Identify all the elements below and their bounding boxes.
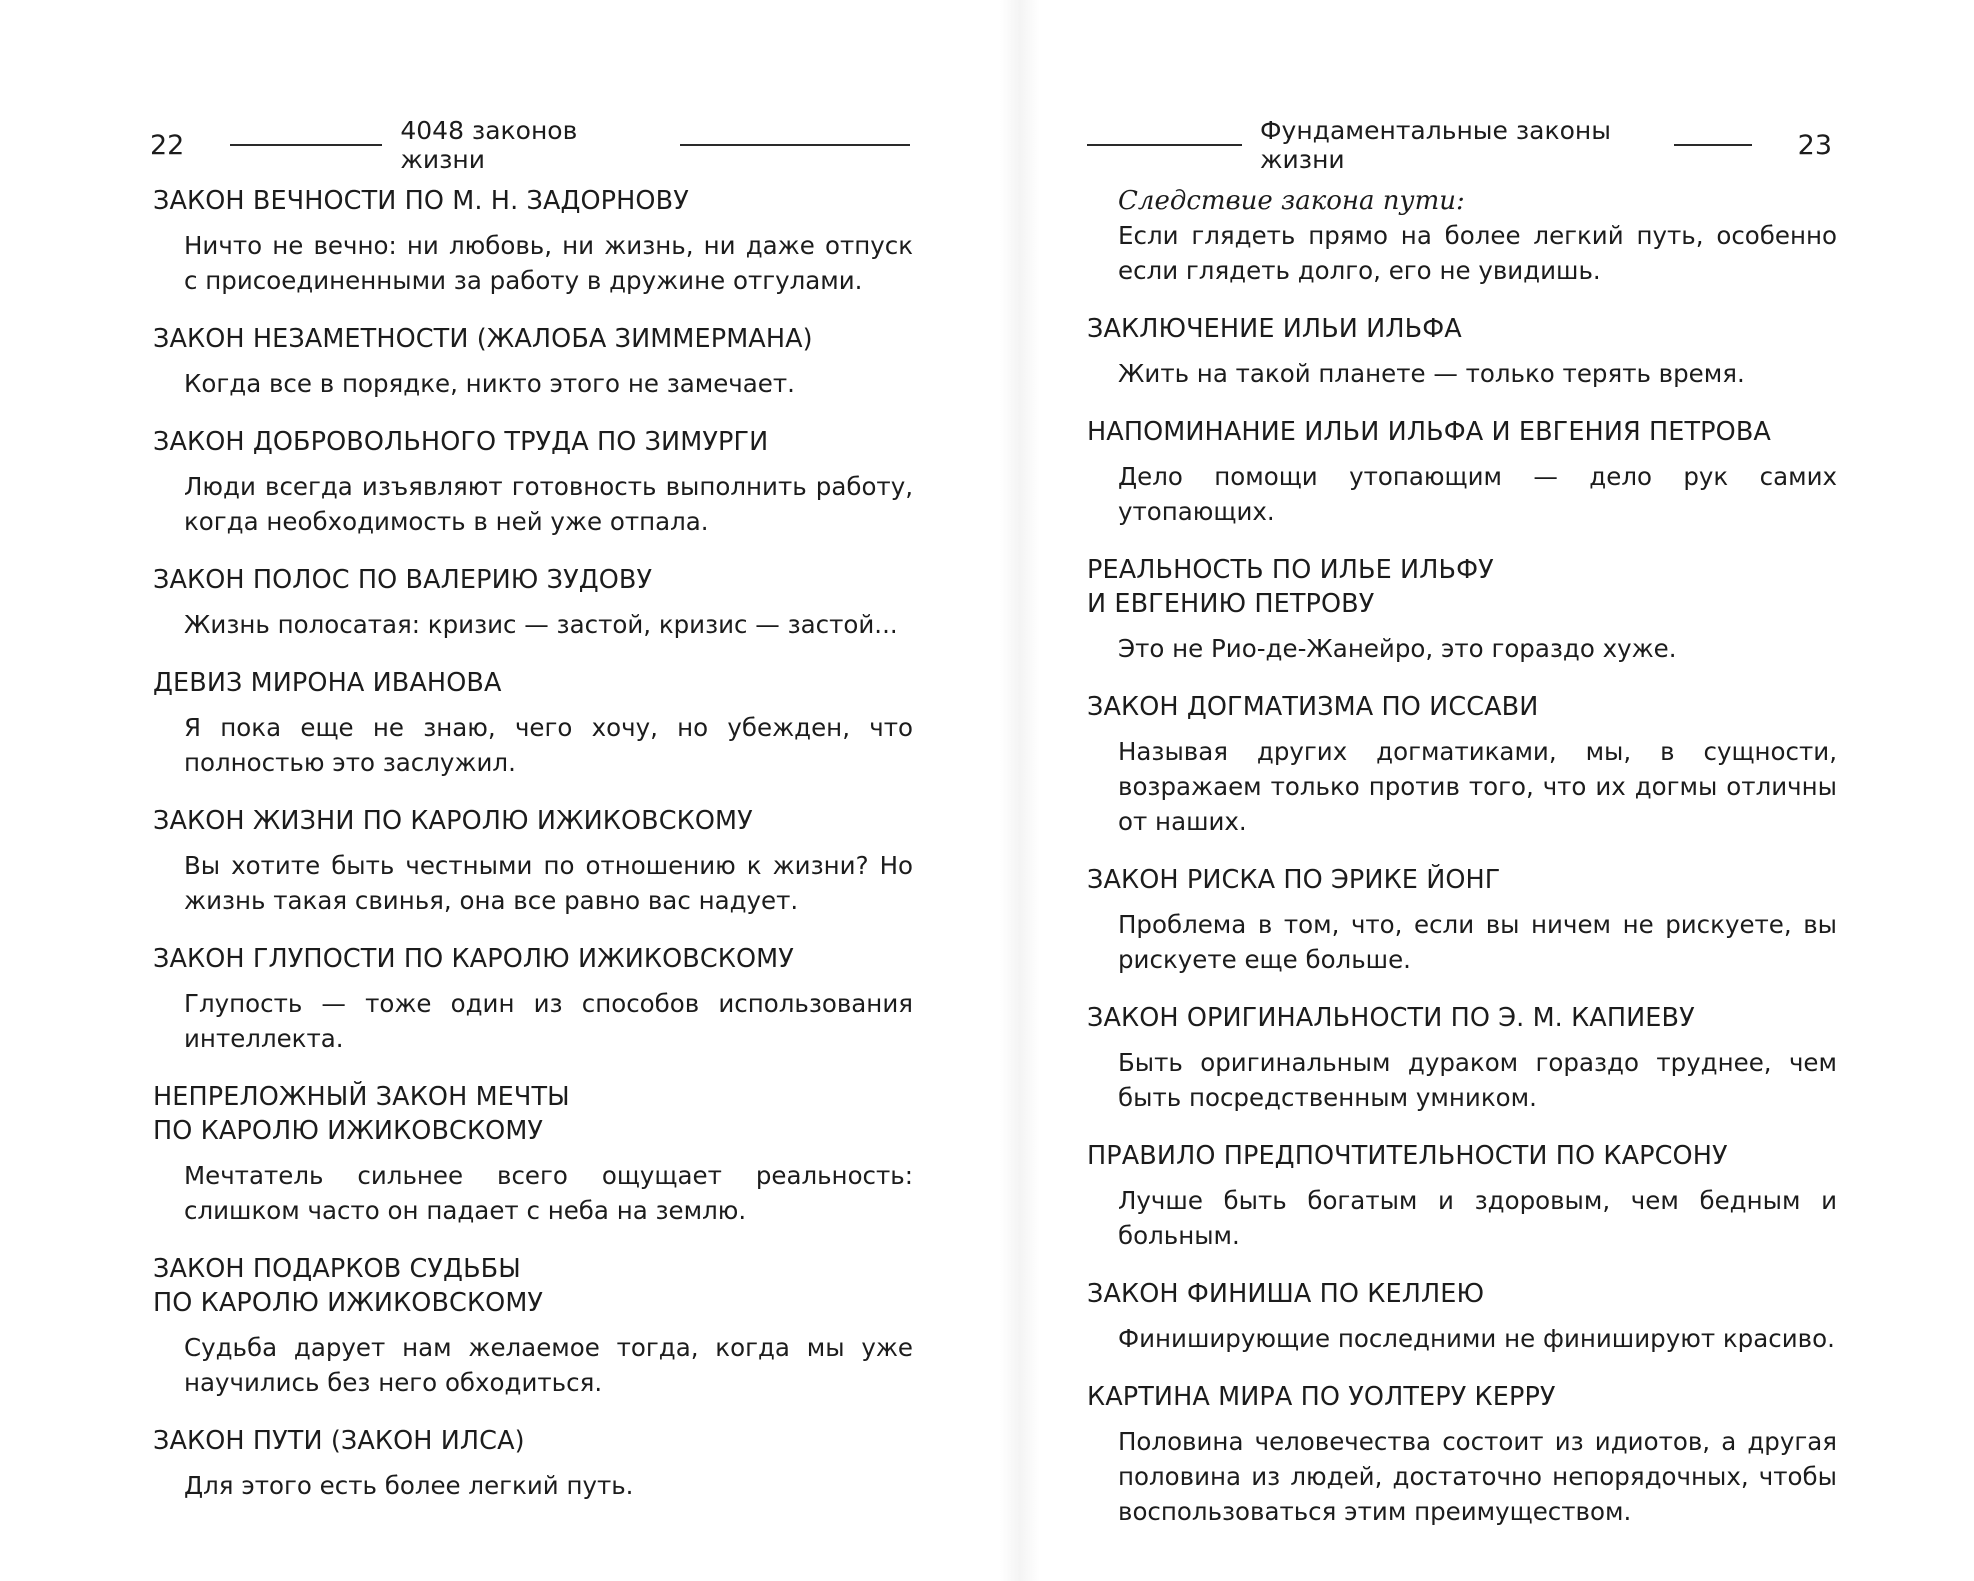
law-text: Люди всегда изъявляют готовность выполнить работу, когда необходимость в ней уже отпала. bbox=[184, 472, 913, 536]
running-title: 4048 законов жизни bbox=[400, 116, 578, 174]
law-title: ПРАВИЛО ПРЕДПОЧТИТЕЛЬНОСТИ ПО КАРСОНУ bbox=[1087, 1141, 1728, 1171]
right-page bbox=[987, 0, 1974, 1581]
law-title: ЗАКОН ГЛУПОСТИ ПО КАРОЛЮ ИЖИКОВСКОМУ bbox=[153, 944, 794, 974]
law-text: Вы хотите быть честными по отношению к жизни? Но жизнь такая свинья, она все равно вас надует. bbox=[184, 851, 913, 915]
law-entry bbox=[1087, 1001, 1837, 1115]
corollary-label: Следствие закона пути: bbox=[1118, 186, 1465, 216]
law-title: ЗАКОН НЕЗАМЕТНОСТИ (ЖАЛОБА ЗИММЕРМАНА) bbox=[153, 324, 813, 354]
law-entry bbox=[153, 804, 913, 918]
left-running-head bbox=[150, 116, 910, 174]
law-text: Я пока еще не знаю, чего хочу, но убежден, что полностью это заслужил. bbox=[184, 713, 913, 777]
law-text: Судьба дарует нам желаемое тогда, когда мы уже научились без него обходиться. bbox=[184, 1333, 913, 1397]
law-text: Проблема в том, что, если вы ничем не рискуете, вы рискуете еще больше. bbox=[1118, 910, 1837, 974]
law-entry bbox=[1087, 312, 1837, 391]
law-title: ЗАКОН ОРИГИНАЛЬНОСТИ ПО Э. М. КАПИЕВУ bbox=[1087, 1003, 1695, 1033]
law-text: Глупость — тоже один из способов использования интеллекта. bbox=[184, 989, 913, 1053]
law-entry bbox=[1087, 1277, 1837, 1356]
corollary-text: Если глядеть прямо на более легкий путь, особенно если глядеть долго, его не увидишь. bbox=[1118, 221, 1837, 285]
law-title: ЗАКОН ЖИЗНИ ПО КАРОЛЮ ИЖИКОВСКОМУ bbox=[153, 806, 753, 836]
law-text: Ничто не вечно: ни любовь, ни жизнь, ни даже отпуск с присоединенными за работу в дружине отгулами. bbox=[184, 231, 913, 295]
law-text: Для этого есть более легкий путь. bbox=[184, 1471, 634, 1500]
law-text: Жизнь полосатая: кризис — застой, кризис — застой... bbox=[184, 610, 898, 639]
law-title: ЗАКЛЮЧЕНИЕ ИЛЬИ ИЛЬФА bbox=[1087, 314, 1462, 344]
law-title: ДЕВИЗ МИРОНА ИВАНОВА bbox=[153, 668, 502, 698]
law-entry bbox=[153, 1080, 913, 1228]
law-title: ЗАКОН ПОДАРКОВ СУДЬБЫ ПО КАРОЛЮ ИЖИКОВСКОМУ bbox=[153, 1254, 544, 1318]
law-entry bbox=[1087, 415, 1837, 529]
law-entry bbox=[1087, 863, 1837, 977]
law-text: Быть оригинальным дураком гораздо труднее, чем быть посредственным умником. bbox=[1118, 1048, 1837, 1112]
law-text: Жить на такой планете — только терять время. bbox=[1118, 359, 1745, 388]
page-number: 22 bbox=[150, 129, 185, 161]
law-title: ЗАКОН ПОЛОС ПО ВАЛЕРИЮ ЗУДОВУ bbox=[153, 565, 653, 595]
law-entry bbox=[153, 184, 913, 298]
law-text: Половина человечества состоит из идиотов, а другая половина из людей, достаточно непорядочных, чтобы воспользоваться этим преимуществом. bbox=[1118, 1427, 1837, 1526]
law-title: ЗАКОН ДОБРОВОЛЬНОГО ТРУДА ПО ЗИМУРГИ bbox=[153, 427, 769, 457]
law-title: НАПОМИНАНИЕ ИЛЬИ ИЛЬФА И ЕВГЕНИЯ ПЕТРОВА bbox=[1087, 417, 1771, 447]
law-text: Дело помощи утопающим — дело рук самих утопающих. bbox=[1118, 462, 1837, 526]
law-entry bbox=[1087, 553, 1837, 666]
running-title: Фундаментальные законы жизни bbox=[1260, 116, 1611, 174]
law-title: ЗАКОН ДОГМАТИЗМА ПО ИССАВИ bbox=[1087, 692, 1539, 722]
law-text: Это не Рио-де-Жанейро, это гораздо хуже. bbox=[1118, 634, 1677, 663]
law-text: Лучше быть богатым и здоровым, чем бедным и больным. bbox=[1118, 1186, 1837, 1250]
right-page-content bbox=[1087, 180, 1837, 1553]
left-page-content bbox=[153, 180, 913, 1527]
law-title: НЕПРЕЛОЖНЫЙ ЗАКОН МЕЧТЫ ПО КАРОЛЮ ИЖИКОВСКОМУ bbox=[153, 1082, 570, 1146]
page-number: 23 bbox=[1797, 129, 1832, 161]
law-entry bbox=[1087, 690, 1837, 839]
header-rule bbox=[1087, 144, 1242, 146]
law-text: Называя других догматиками, мы, в сущности, возражаем только против того, что их догмы отличны от наших. bbox=[1118, 737, 1837, 836]
law-entry bbox=[153, 1252, 913, 1400]
right-running-head bbox=[1087, 116, 1832, 174]
law-title: РЕАЛЬНОСТЬ ПО ИЛЬЕ ИЛЬФУ И ЕВГЕНИЮ ПЕТРОВУ bbox=[1087, 555, 1494, 619]
law-text: Когда все в порядке, никто этого не замечает. bbox=[184, 369, 795, 398]
law-entry bbox=[153, 425, 913, 539]
header-rule bbox=[230, 144, 382, 146]
law-title: ЗАКОН ФИНИША ПО КЕЛЛЕЮ bbox=[1087, 1279, 1485, 1309]
law-title: КАРТИНА МИРА ПО УОЛТЕРУ КЕРРУ bbox=[1087, 1382, 1556, 1412]
law-title: ЗАКОН ВЕЧНОСТИ ПО М. Н. ЗАДОРНОВУ bbox=[153, 186, 689, 216]
law-title: ЗАКОН ПУТИ (ЗАКОН ИЛСА) bbox=[153, 1426, 525, 1456]
law-entry bbox=[1087, 1139, 1837, 1253]
law-entry bbox=[153, 666, 913, 780]
law-title: ЗАКОН РИСКА ПО ЭРИКЕ ЙОНГ bbox=[1087, 865, 1501, 895]
law-entry bbox=[153, 322, 913, 401]
law-text: Финиширующие последними не финишируют красиво. bbox=[1118, 1324, 1835, 1353]
law-entry bbox=[1087, 1380, 1837, 1529]
law-entry bbox=[153, 942, 913, 1056]
header-rule bbox=[1674, 144, 1752, 146]
header-rule bbox=[680, 144, 910, 146]
continuation-entry bbox=[1087, 184, 1837, 288]
law-entry bbox=[153, 1424, 913, 1503]
law-text: Мечтатель сильнее всего ощущает реальность: слишком часто он падает с неба на землю. bbox=[184, 1161, 913, 1225]
law-entry bbox=[153, 563, 913, 642]
